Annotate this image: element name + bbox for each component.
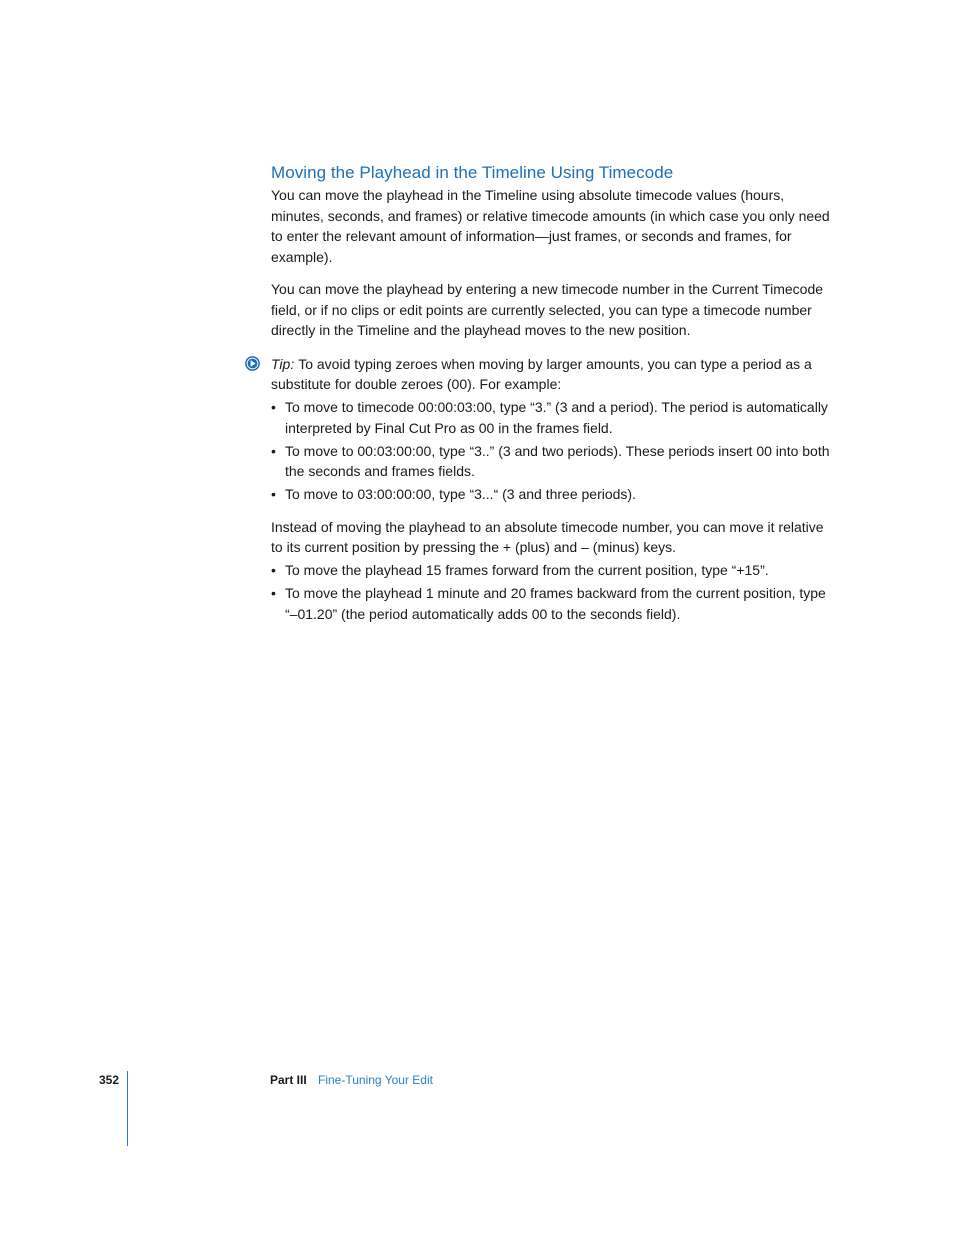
page-content <box>271 162 831 624</box>
relative-timecode-paragraph: Instead of moving the playhead to an absolute timecode number, you can move it relative to its current position by pressing the + (plus) and – (minus) keys. <box>271 518 824 555</box>
tip-paragraph <box>271 354 831 395</box>
list-item <box>271 484 831 505</box>
list-item-text: To move to 03:00:00:00, type “3...“ (3 and three periods). <box>285 486 636 502</box>
footer-part-label: Part III <box>270 1073 307 1087</box>
bullet-dot: • <box>271 486 276 502</box>
bullet-dot: • <box>271 399 276 415</box>
tip-text: To avoid typing zeroes when moving by larger amounts, you can type a period as a substitute for double zeroes (00). For example: <box>271 355 812 392</box>
list-item <box>271 583 831 624</box>
current-timecode-paragraph: You can move the playhead by entering a new timecode number in the Current Timecode field, or if no clips or edit points are currently selected, you can type a timecode number directly in the Timeline and the playhead moves to the new position. <box>271 281 824 338</box>
tip-block <box>271 354 831 395</box>
bullet-dot: • <box>271 585 276 601</box>
period-shortcut-list <box>271 397 831 505</box>
list-item-text: To move the playhead 1 minute and 20 frames backward from the current position, type “–01.20” (the period automatically adds 00 to the seconds field). <box>285 585 826 622</box>
bullet-dot: • <box>271 442 276 459</box>
tip-arrow-icon <box>245 356 260 371</box>
footer-divider <box>127 1071 128 1146</box>
relative-shortcut-list <box>271 560 831 624</box>
list-item <box>271 441 831 482</box>
list-item <box>271 397 831 438</box>
footer-chapter-link[interactable]: Fine-Tuning Your Edit <box>318 1073 433 1087</box>
list-item-text: To move to timecode 00:00:03:00, type “3.” (3 and a period). The period is automatically interpreted by Final Cut Pro as 00 in the frames field. <box>285 399 828 436</box>
intro-paragraph: You can move the playhead in the Timeline using absolute timecode values (hours, minutes, seconds, and frames) or relative timecode amounts (in which case you only need to enter the relevant amount of information—just frames, or seconds and frames, for example). <box>271 187 830 265</box>
list-item <box>271 560 831 581</box>
section-title: Moving the Playhead in the Timeline Using Timecode <box>271 163 674 182</box>
list-item-text: To move the playhead 15 frames forward from the current position, type “+15”. <box>285 562 769 578</box>
list-item-text: To move to 00:03:00:00, type “3..” (3 and two periods). These periods insert 00 into both the seconds and frames fields. <box>285 442 830 479</box>
bullet-dot: • <box>271 562 276 578</box>
page-number: 352 <box>99 1073 120 1087</box>
tip-label: Tip: <box>271 355 295 372</box>
